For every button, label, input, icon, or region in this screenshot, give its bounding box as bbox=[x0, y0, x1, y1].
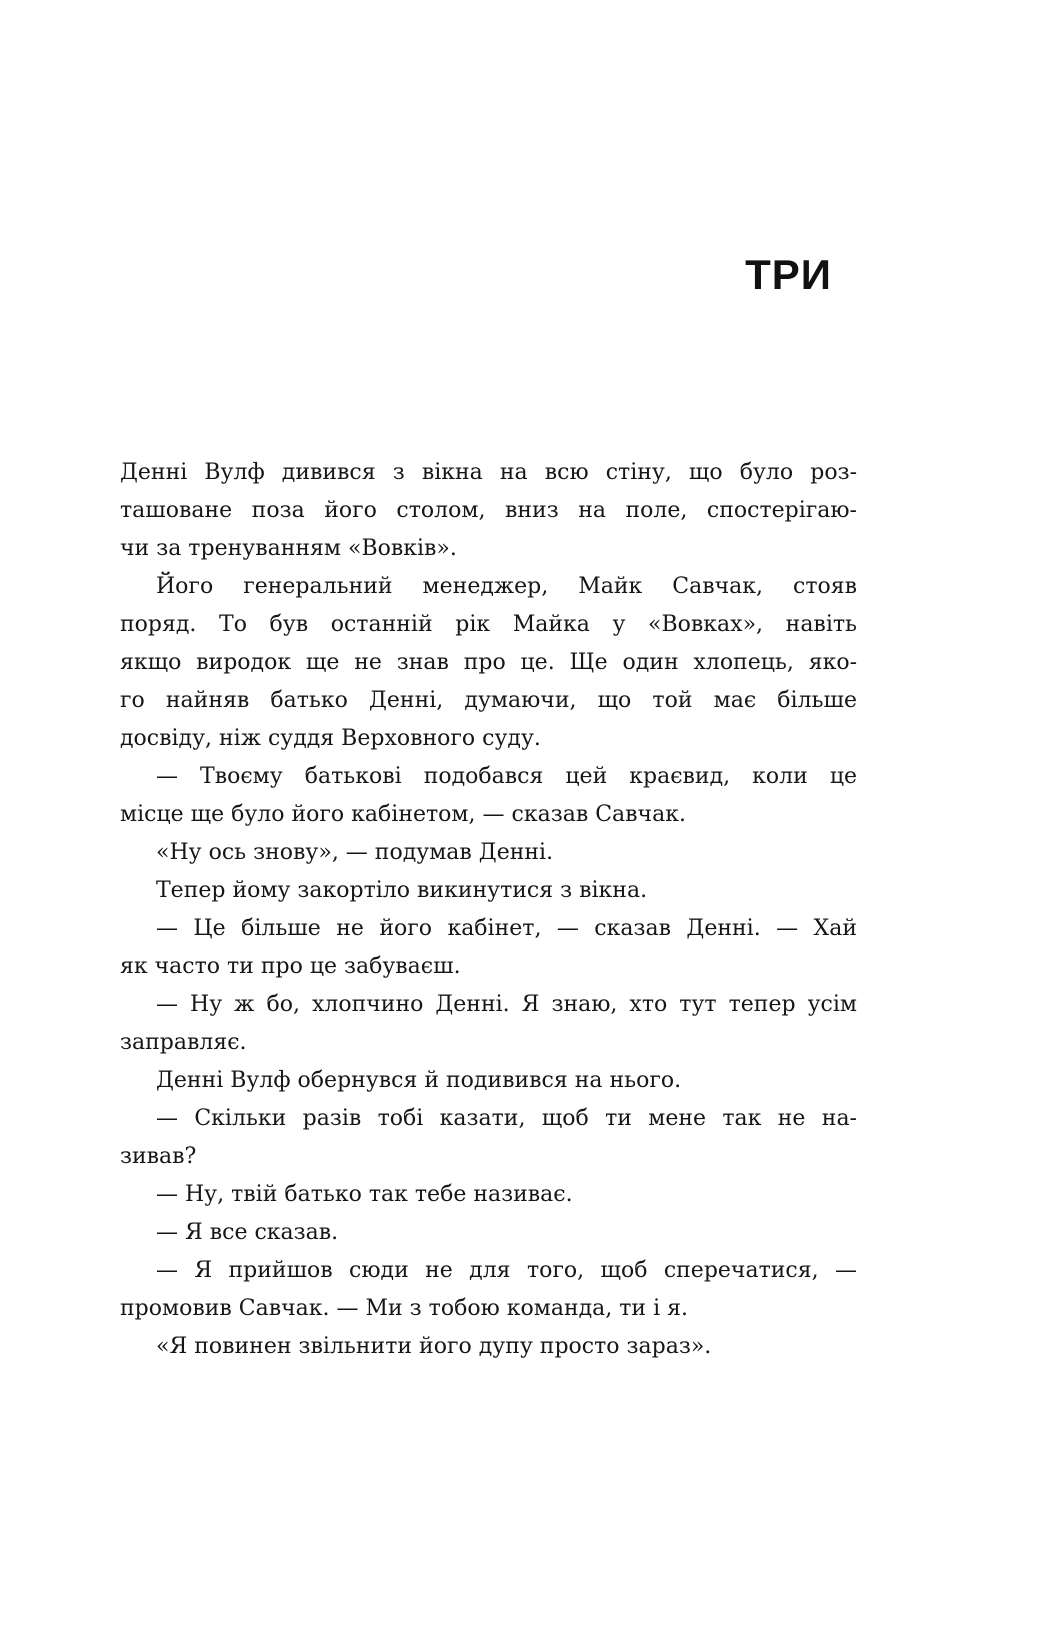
text-line: досвіду, ніж суддя Верховного суду. bbox=[120, 726, 541, 751]
paragraph bbox=[120, 758, 857, 834]
paragraph bbox=[120, 1252, 857, 1328]
text-line: якщо виродок ще не знав про це. Ще один хлопець, яко- bbox=[120, 650, 857, 675]
text-line: — Це більше не його кабінет, — сказав Денні. — Хай bbox=[156, 916, 857, 941]
paragraph bbox=[120, 1214, 857, 1252]
text-line: ташоване поза його столом, вниз на поле, спостерігаю- bbox=[120, 498, 857, 523]
text-line: місце ще було його кабінетом, — сказав Савчак. bbox=[120, 802, 686, 827]
paragraph bbox=[120, 1176, 857, 1214]
text-line: як часто ти про це забуваєш. bbox=[120, 954, 461, 979]
text-line: «Я повинен звільнити його дупу просто зараз». bbox=[156, 1334, 712, 1359]
text-line: — Скільки разів тобі казати, щоб ти мене так не на- bbox=[156, 1106, 857, 1131]
text-line: го найняв батько Денні, думаючи, що той має більше bbox=[120, 688, 857, 713]
chapter-heading: ТРИ bbox=[745, 251, 832, 298]
paragraph bbox=[120, 454, 857, 568]
text-line: — Я все сказав. bbox=[156, 1220, 339, 1245]
paragraph bbox=[120, 568, 857, 758]
text-line: Його генеральний менеджер, Майк Савчак, стояв bbox=[156, 574, 857, 599]
paragraph bbox=[120, 1328, 857, 1366]
paragraph bbox=[120, 986, 857, 1062]
paragraph bbox=[120, 1062, 857, 1100]
text-line: чи за тренуванням «Вовків». bbox=[120, 536, 457, 561]
text-line: — Я прийшов сюди не для того, щоб сперечатися, — bbox=[156, 1258, 857, 1283]
text-line: поряд. То був останній рік Майка у «Вовках», навіть bbox=[120, 612, 857, 637]
text-line: — Твоєму батькові подобався цей краєвид, коли це bbox=[156, 764, 857, 789]
text-line: Тепер йому закортіло викинутися з вікна. bbox=[156, 878, 648, 903]
paragraph bbox=[120, 910, 857, 986]
text-line: — Ну, твій батько так тебе називає. bbox=[156, 1182, 573, 1207]
text-line: зивав? bbox=[120, 1144, 197, 1169]
text-line: Денні Вулф дивився з вікна на всю стіну, що було роз- bbox=[120, 460, 857, 485]
page-text bbox=[120, 454, 857, 1366]
text-line: заправляє. bbox=[120, 1030, 247, 1055]
paragraph bbox=[120, 872, 857, 910]
text-line: Денні Вулф обернувся й подивився на нього. bbox=[156, 1068, 682, 1093]
text-line: — Ну ж бо, хлопчино Денні. Я знаю, хто тут тепер усім bbox=[156, 992, 857, 1017]
paragraph bbox=[120, 1100, 857, 1176]
text-line: промовив Савчак. — Ми з тобою команда, ти і я. bbox=[120, 1296, 688, 1321]
text-line: «Ну ось знову», — подумав Денні. bbox=[156, 840, 554, 865]
paragraph bbox=[120, 834, 857, 872]
